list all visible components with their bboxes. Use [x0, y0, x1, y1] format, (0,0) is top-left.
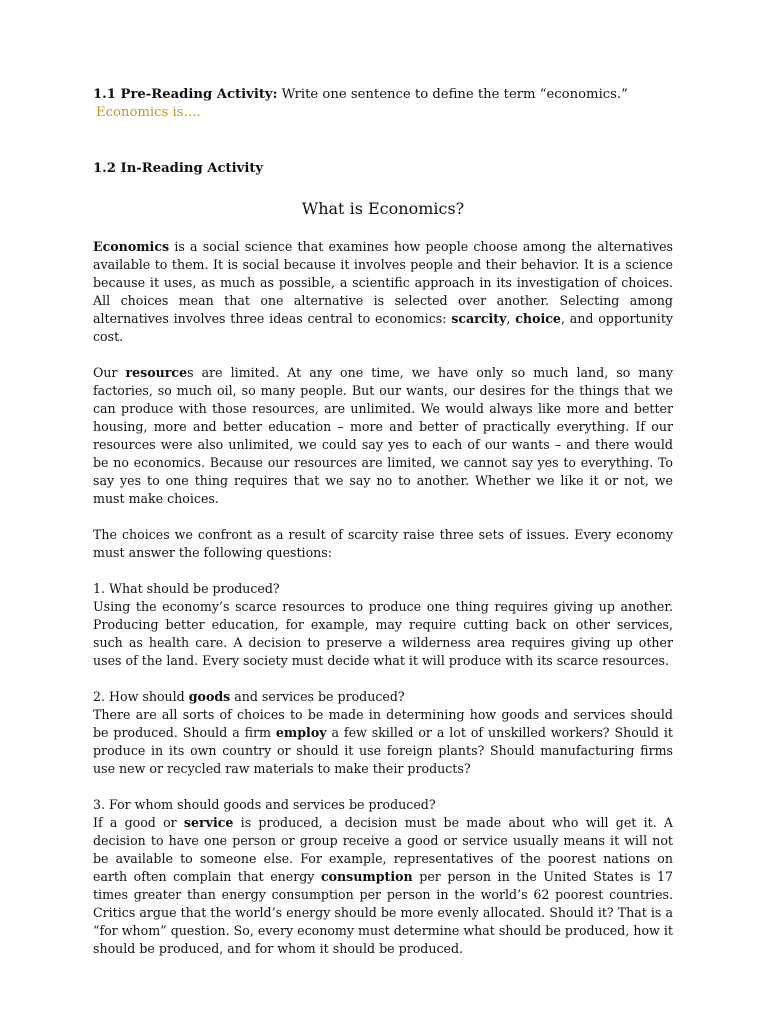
- question-3-text: [93, 814, 673, 958]
- term-scarcity: scarcity: [451, 311, 507, 326]
- q3-text-b: is produced, a decision must be made about who will get it. A decision to have one person or group receive a good or service usually means it will not be available to someone else. For example, representatives of the poorest nations on earth often complain that energy: [93, 815, 673, 884]
- pre-reading-answer-line: [93, 104, 673, 122]
- pre-reading-answer[interactable]: Economics is….: [96, 105, 201, 120]
- in-reading-heading: [93, 160, 673, 178]
- q3-text-a: If a good or: [93, 815, 184, 830]
- term-goods: goods: [188, 689, 231, 704]
- question-2-text: [93, 706, 673, 778]
- question-3-heading: 3. For whom should goods and services be produced?: [93, 797, 436, 812]
- p1-text-b: , and opportunity cost.: [93, 311, 674, 344]
- question-1-text: Using the economy’s scarce resources to produce one thing requires giving up another. Producing better education, for example, may require cutting back on other services, such as health care. A decision to preserve a wilderness area requires giving up other uses of the land. Every society must decide what it will produce with its scarce resources.: [93, 599, 673, 668]
- term-economics: Economics: [93, 239, 170, 254]
- in-reading-label: 1.2 In-Reading Activity: [93, 161, 264, 176]
- p2-text: s are limited. At any one time, we have only so much land, so many factories, so much oil, so many people. But our wants, our desires for the things that we can produce with those resources, are unlimited. We would always like more and better housing, more and better education – more and better of practically everything. If our resources were also unlimited, we could say yes to each of our wants – and there would be no economics. Because our resources are limited, we cannot say yes to everything. To say yes to one thing requires that we say no to another. Whether we like it or not, we must make choices.: [93, 365, 673, 506]
- paragraph-economics-definition: [93, 238, 673, 346]
- question-2-heading: [93, 688, 673, 706]
- document-page: [93, 86, 673, 958]
- pre-reading-label: 1.1 Pre-Reading Activity:: [93, 87, 278, 102]
- term-consumption: consumption: [320, 869, 413, 884]
- p1-text-a: is a social science that examines how people choose among the alternatives available to them. It is social because it involves people and their behavior. It is a science because it uses, as much as possible, a scientific approach in its investigation of choices. All choices mean that one alternative is selected over another. Selecting among alternatives involves three ideas central to economics:: [93, 239, 673, 326]
- q2-pre: 2. How should: [93, 689, 189, 704]
- term-service: service: [183, 815, 234, 830]
- q2-post: and services be produced?: [230, 689, 405, 704]
- q3-text-c: per person in the United States is 17 times greater than energy consumption per person in the world’s 62 poorest countries. Critics argue that the world’s energy should be more evenly allocated. Should it? That is a “for whom” question. So, every economy must determine what should be produced, how it should be produced, and for whom it should be produced.: [93, 869, 673, 956]
- q2-text-a: There are all sorts of choices to be made in determining how goods and services should be produced. Should a firm: [93, 707, 673, 740]
- p2-pre: Our: [93, 365, 126, 380]
- term-resource: resource: [125, 365, 188, 380]
- article-title: What is Economics?: [301, 199, 465, 218]
- paragraph-resources: [93, 364, 673, 508]
- paragraph-choices: The choices we confront as a result of scarcity raise three sets of issues. Every economy must answer the following questions:: [93, 527, 673, 560]
- term-employ: employ: [275, 725, 327, 740]
- pre-reading-heading: [93, 86, 673, 104]
- pre-reading-prompt: Write one sentence to define the term “economics.”: [277, 87, 628, 102]
- q2-text-b: a few skilled or a lot of unskilled workers? Should it produce in its own country or should it use foreign plants? Should manufacturing firms use new or recycled raw materials to make their products?: [93, 725, 673, 776]
- question-1-heading: 1. What should be produced?: [93, 581, 280, 596]
- term-choice: choice: [515, 311, 561, 326]
- p1-separator: ,: [506, 311, 516, 326]
